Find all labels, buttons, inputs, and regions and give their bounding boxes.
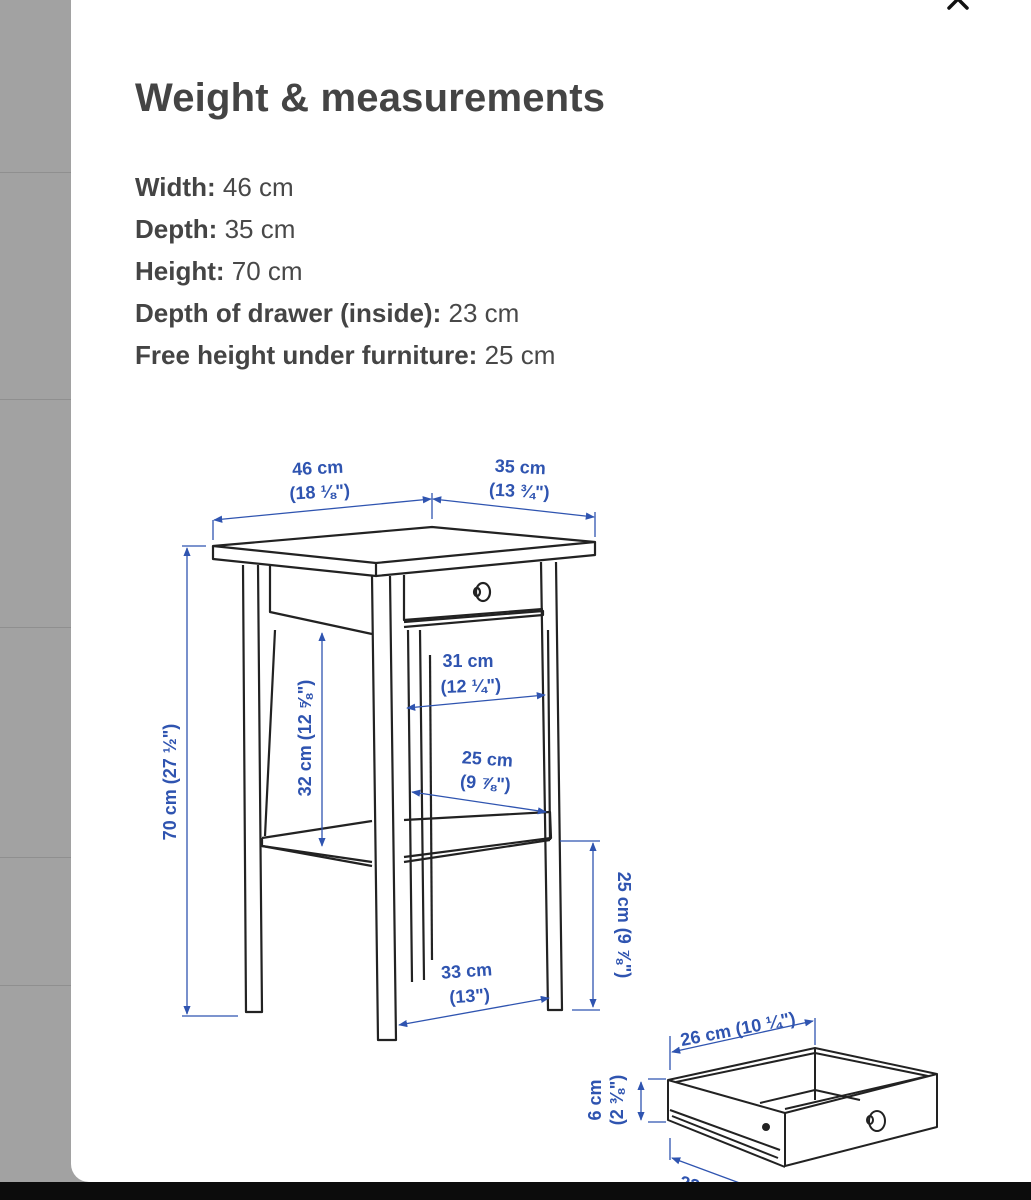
- divider: [0, 857, 72, 858]
- drawer-width-label: 26 cm (10 ¼"): [678, 1008, 797, 1051]
- modal-title: Weight & measurements: [135, 76, 606, 120]
- depth-cm-label: 35 cm: [494, 455, 547, 479]
- spec-value: 23 cm: [448, 298, 520, 328]
- drawer-height-in-label: (2 ⅜"): [607, 1074, 627, 1126]
- inner-width-cm-label: 31 cm: [442, 651, 494, 671]
- dimension-diagram: [71, 0, 1031, 1182]
- spec-value: 25 cm: [484, 340, 556, 370]
- bottom-system-bar: [0, 1182, 1031, 1200]
- divider: [0, 399, 72, 400]
- floor-clearance-label: 25 cm (9 ⅞"): [614, 871, 634, 979]
- spec-label: Depth:: [135, 214, 218, 244]
- divider: [0, 627, 72, 628]
- divider: [0, 172, 72, 173]
- total-height-label: 70 cm (27 ½"): [160, 723, 180, 841]
- nightstand-illustration: [213, 527, 595, 1040]
- depth-in-label: (13 ¾"): [488, 479, 551, 503]
- measurements-modal: [71, 0, 1031, 1182]
- spec-label: Height:: [135, 256, 225, 286]
- spec-value: 70 cm: [231, 256, 303, 286]
- spec-label: Free height under furniture:: [135, 340, 478, 370]
- shelf-depth-in-label: (9 ⅞"): [459, 771, 512, 795]
- leg-span-in-label: (13"): [448, 984, 491, 1008]
- inner-width-in-label: (12 ¼"): [440, 674, 502, 698]
- spec-label: Depth of drawer (inside):: [135, 298, 442, 328]
- spec-label: Width:: [135, 172, 216, 202]
- width-cm-label: 46 cm: [291, 456, 344, 480]
- width-in-label: (18 ⅛"): [288, 480, 351, 504]
- page-backdrop[interactable]: [0, 0, 72, 1182]
- drawer-illustration: [668, 1048, 937, 1167]
- shelf-gap-label: 32 cm (12 ⅝"): [295, 679, 315, 797]
- spec-value: 46 cm: [222, 172, 294, 202]
- leg-span-cm-label: 33 cm: [440, 959, 493, 983]
- drawer-height-cm-label: 6 cm: [585, 1079, 605, 1121]
- shelf-depth-cm-label: 25 cm: [461, 747, 514, 771]
- spec-value: 35 cm: [224, 214, 296, 244]
- divider: [0, 985, 72, 986]
